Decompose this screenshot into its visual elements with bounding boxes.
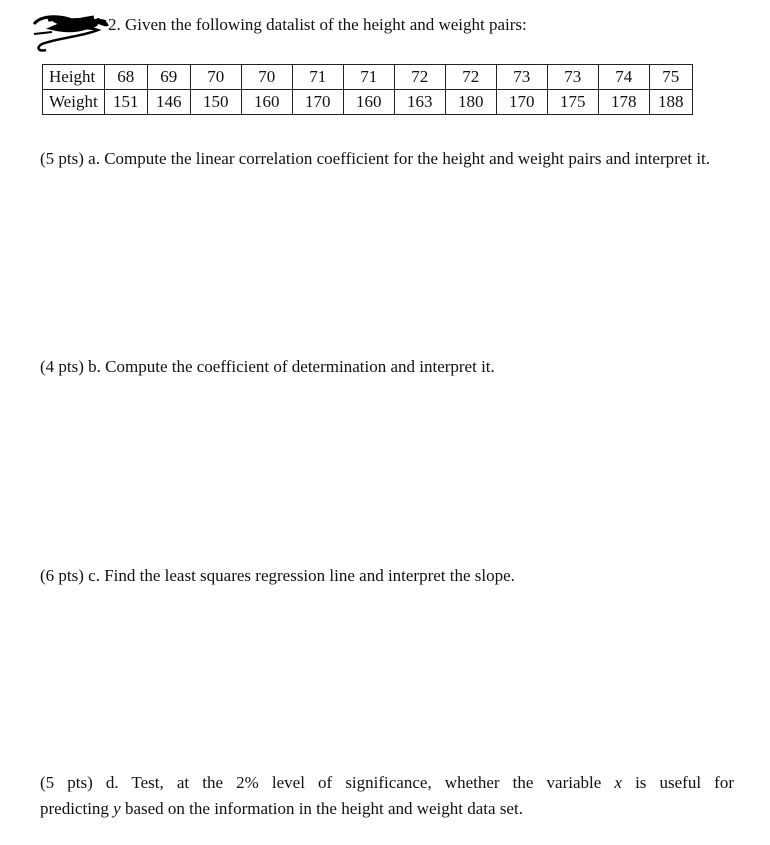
part-d-line1 bbox=[40, 770, 734, 796]
part-d-line2 bbox=[40, 799, 523, 818]
table-cell: 175 bbox=[547, 90, 598, 115]
part-d-line2-post: based on the information in the height and weight data set. bbox=[120, 799, 523, 818]
table-cell: 150 bbox=[190, 90, 241, 115]
table-cell: 71 bbox=[343, 65, 394, 90]
table-cell: 170 bbox=[292, 90, 343, 115]
table-cell: 146 bbox=[147, 90, 190, 115]
table-cell: 178 bbox=[598, 90, 649, 115]
table-cell: 170 bbox=[496, 90, 547, 115]
question-prompt: Given the following datalist of the height and weight pairs: bbox=[125, 15, 527, 34]
table-cell: 180 bbox=[445, 90, 496, 115]
part-d-text bbox=[40, 770, 734, 822]
table-cell: 72 bbox=[394, 65, 445, 90]
table-cell: 70 bbox=[190, 65, 241, 90]
variable-x: x bbox=[614, 773, 622, 792]
table-row-height bbox=[43, 65, 693, 90]
table-row-weight bbox=[43, 90, 693, 115]
table-cell: 160 bbox=[241, 90, 292, 115]
table-cell: 74 bbox=[598, 65, 649, 90]
part-d-line1-post: is useful for bbox=[621, 773, 734, 792]
row-label-weight: Weight bbox=[43, 90, 105, 115]
table-cell: 69 bbox=[147, 65, 190, 90]
question-number: 2. bbox=[108, 15, 121, 34]
table-cell: 72 bbox=[445, 65, 496, 90]
table-cell: 160 bbox=[343, 90, 394, 115]
part-b-text: (4 pts) b. Compute the coefficient of determination and interpret it. bbox=[40, 357, 495, 376]
table-cell: 71 bbox=[292, 65, 343, 90]
table-cell: 151 bbox=[104, 90, 147, 115]
table-cell: 70 bbox=[241, 65, 292, 90]
part-d-line1-pre: (5 pts) d. Test, at the 2% level of significance, whether the variable bbox=[40, 773, 615, 792]
part-d-line2-pre: predicting bbox=[40, 799, 114, 818]
variable-y: y bbox=[113, 799, 121, 818]
table-cell: 188 bbox=[649, 90, 692, 115]
question-heading bbox=[108, 14, 527, 36]
part-c-text: (6 pts) c. Find the least squares regression line and interpret the slope. bbox=[40, 566, 515, 585]
table-cell: 73 bbox=[496, 65, 547, 90]
height-weight-table bbox=[42, 64, 693, 115]
table-cell: 75 bbox=[649, 65, 692, 90]
row-label-height: Height bbox=[43, 65, 105, 90]
scribble-mark bbox=[28, 10, 112, 54]
table-cell: 163 bbox=[394, 90, 445, 115]
table-cell: 73 bbox=[547, 65, 598, 90]
table-cell: 68 bbox=[104, 65, 147, 90]
part-a-text: (5 pts) a. Compute the linear correlation coefficient for the height and weight pairs and interpret it. bbox=[40, 149, 711, 168]
